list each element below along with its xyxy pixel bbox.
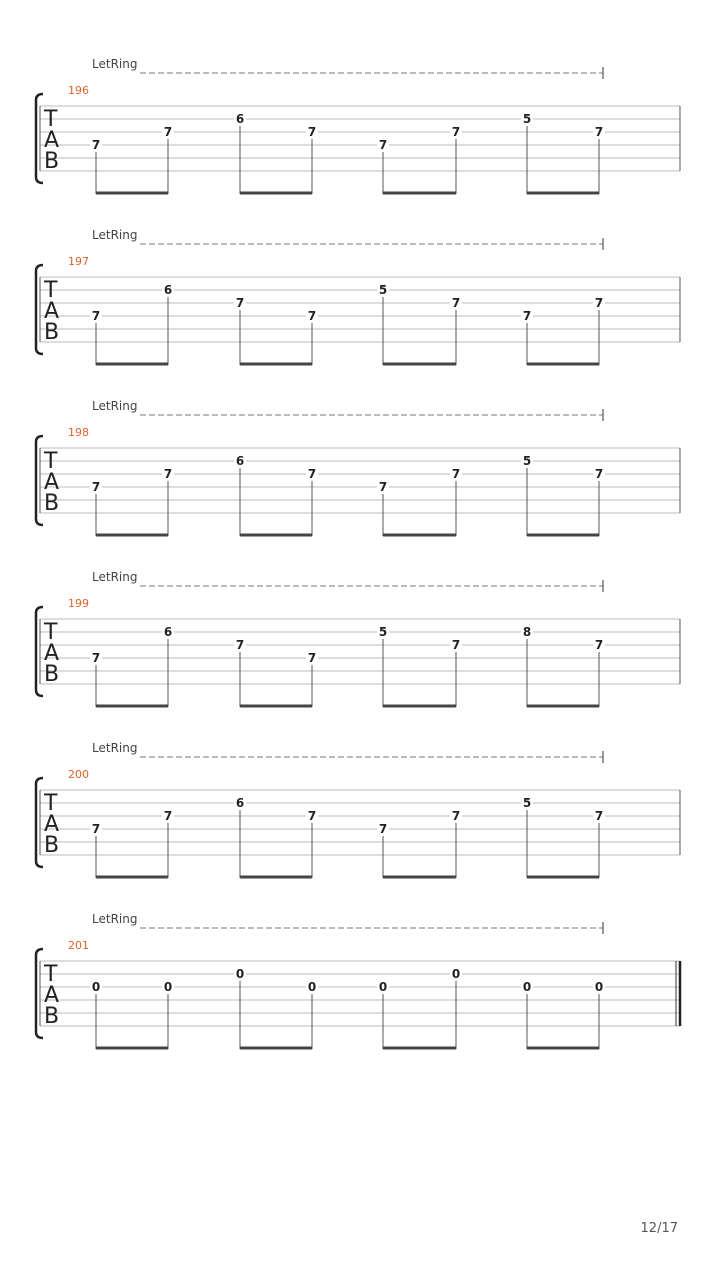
measure-number: 201 [68, 939, 89, 952]
fret-number: 0 [451, 967, 461, 981]
fret-number: 6 [235, 454, 245, 468]
letring-label: LetRing [92, 570, 138, 584]
fret-number: 0 [163, 980, 173, 994]
tab-letter-b: B [44, 1004, 60, 1029]
letring-label: LetRing [92, 57, 138, 71]
fret-number: 6 [235, 112, 245, 126]
tab-letter-b: B [44, 491, 60, 516]
tab-letter-b: B [44, 662, 60, 687]
fret-number: 7 [307, 467, 317, 481]
tab-letter-a: A [44, 470, 60, 495]
fret-number: 7 [91, 138, 101, 152]
measure-number: 196 [68, 84, 89, 97]
fret-number: 7 [378, 822, 388, 836]
fret-number: 0 [91, 980, 101, 994]
fret-number: 5 [522, 796, 532, 810]
letring-label: LetRing [92, 228, 138, 242]
fret-number: 5 [522, 112, 532, 126]
tab-letter-t: T [44, 449, 58, 474]
fret-number: 6 [163, 625, 173, 639]
fret-number: 7 [451, 125, 461, 139]
tab-letter-t: T [44, 962, 58, 987]
fret-number: 7 [91, 822, 101, 836]
fret-number: 7 [451, 296, 461, 310]
fret-number: 0 [235, 967, 245, 981]
tab-letter-a: A [44, 128, 60, 153]
fret-number: 0 [594, 980, 604, 994]
fret-number: 7 [307, 309, 317, 323]
fret-number: 7 [307, 809, 317, 823]
tab-letter-a: A [44, 641, 60, 666]
tab-letter-t: T [44, 620, 58, 645]
fret-number: 7 [594, 809, 604, 823]
page-number: 12/17 [640, 1221, 678, 1236]
tab-letter-b: B [44, 833, 60, 858]
fret-number: 6 [235, 796, 245, 810]
measure-number: 200 [68, 768, 89, 781]
tab-letter-a: A [44, 812, 60, 837]
fret-number: 7 [451, 809, 461, 823]
fret-number: 6 [163, 283, 173, 297]
letring-label: LetRing [92, 399, 138, 413]
fret-number: 7 [235, 296, 245, 310]
fret-number: 7 [378, 480, 388, 494]
fret-number: 7 [307, 125, 317, 139]
tab-letter-b: B [44, 320, 60, 345]
fret-number: 7 [451, 467, 461, 481]
fret-number: 7 [522, 309, 532, 323]
fret-number: 7 [91, 309, 101, 323]
tab-letter-t: T [44, 791, 58, 816]
fret-number: 7 [163, 125, 173, 139]
fret-number: 0 [307, 980, 317, 994]
tab-letter-t: T [44, 278, 58, 303]
letring-label: LetRing [92, 912, 138, 926]
measure-number: 198 [68, 426, 89, 439]
letring-label: LetRing [92, 741, 138, 755]
tab-letter-a: A [44, 299, 60, 324]
fret-number: 7 [594, 467, 604, 481]
fret-number: 0 [378, 980, 388, 994]
fret-number: 5 [522, 454, 532, 468]
fret-number: 7 [378, 138, 388, 152]
fret-number: 8 [522, 625, 532, 639]
fret-number: 7 [594, 638, 604, 652]
fret-number: 7 [163, 809, 173, 823]
fret-number: 7 [91, 480, 101, 494]
fret-number: 7 [451, 638, 461, 652]
fret-number: 5 [378, 283, 388, 297]
fret-number: 7 [594, 125, 604, 139]
fret-number: 7 [91, 651, 101, 665]
fret-number: 5 [378, 625, 388, 639]
measure-number: 197 [68, 255, 89, 268]
fret-number: 7 [307, 651, 317, 665]
tab-letter-b: B [44, 149, 60, 174]
fret-number: 0 [522, 980, 532, 994]
fret-number: 7 [235, 638, 245, 652]
tab-letter-t: T [44, 107, 58, 132]
fret-number: 7 [163, 467, 173, 481]
fret-number: 7 [594, 296, 604, 310]
measure-number: 199 [68, 597, 89, 610]
tab-letter-a: A [44, 983, 60, 1008]
